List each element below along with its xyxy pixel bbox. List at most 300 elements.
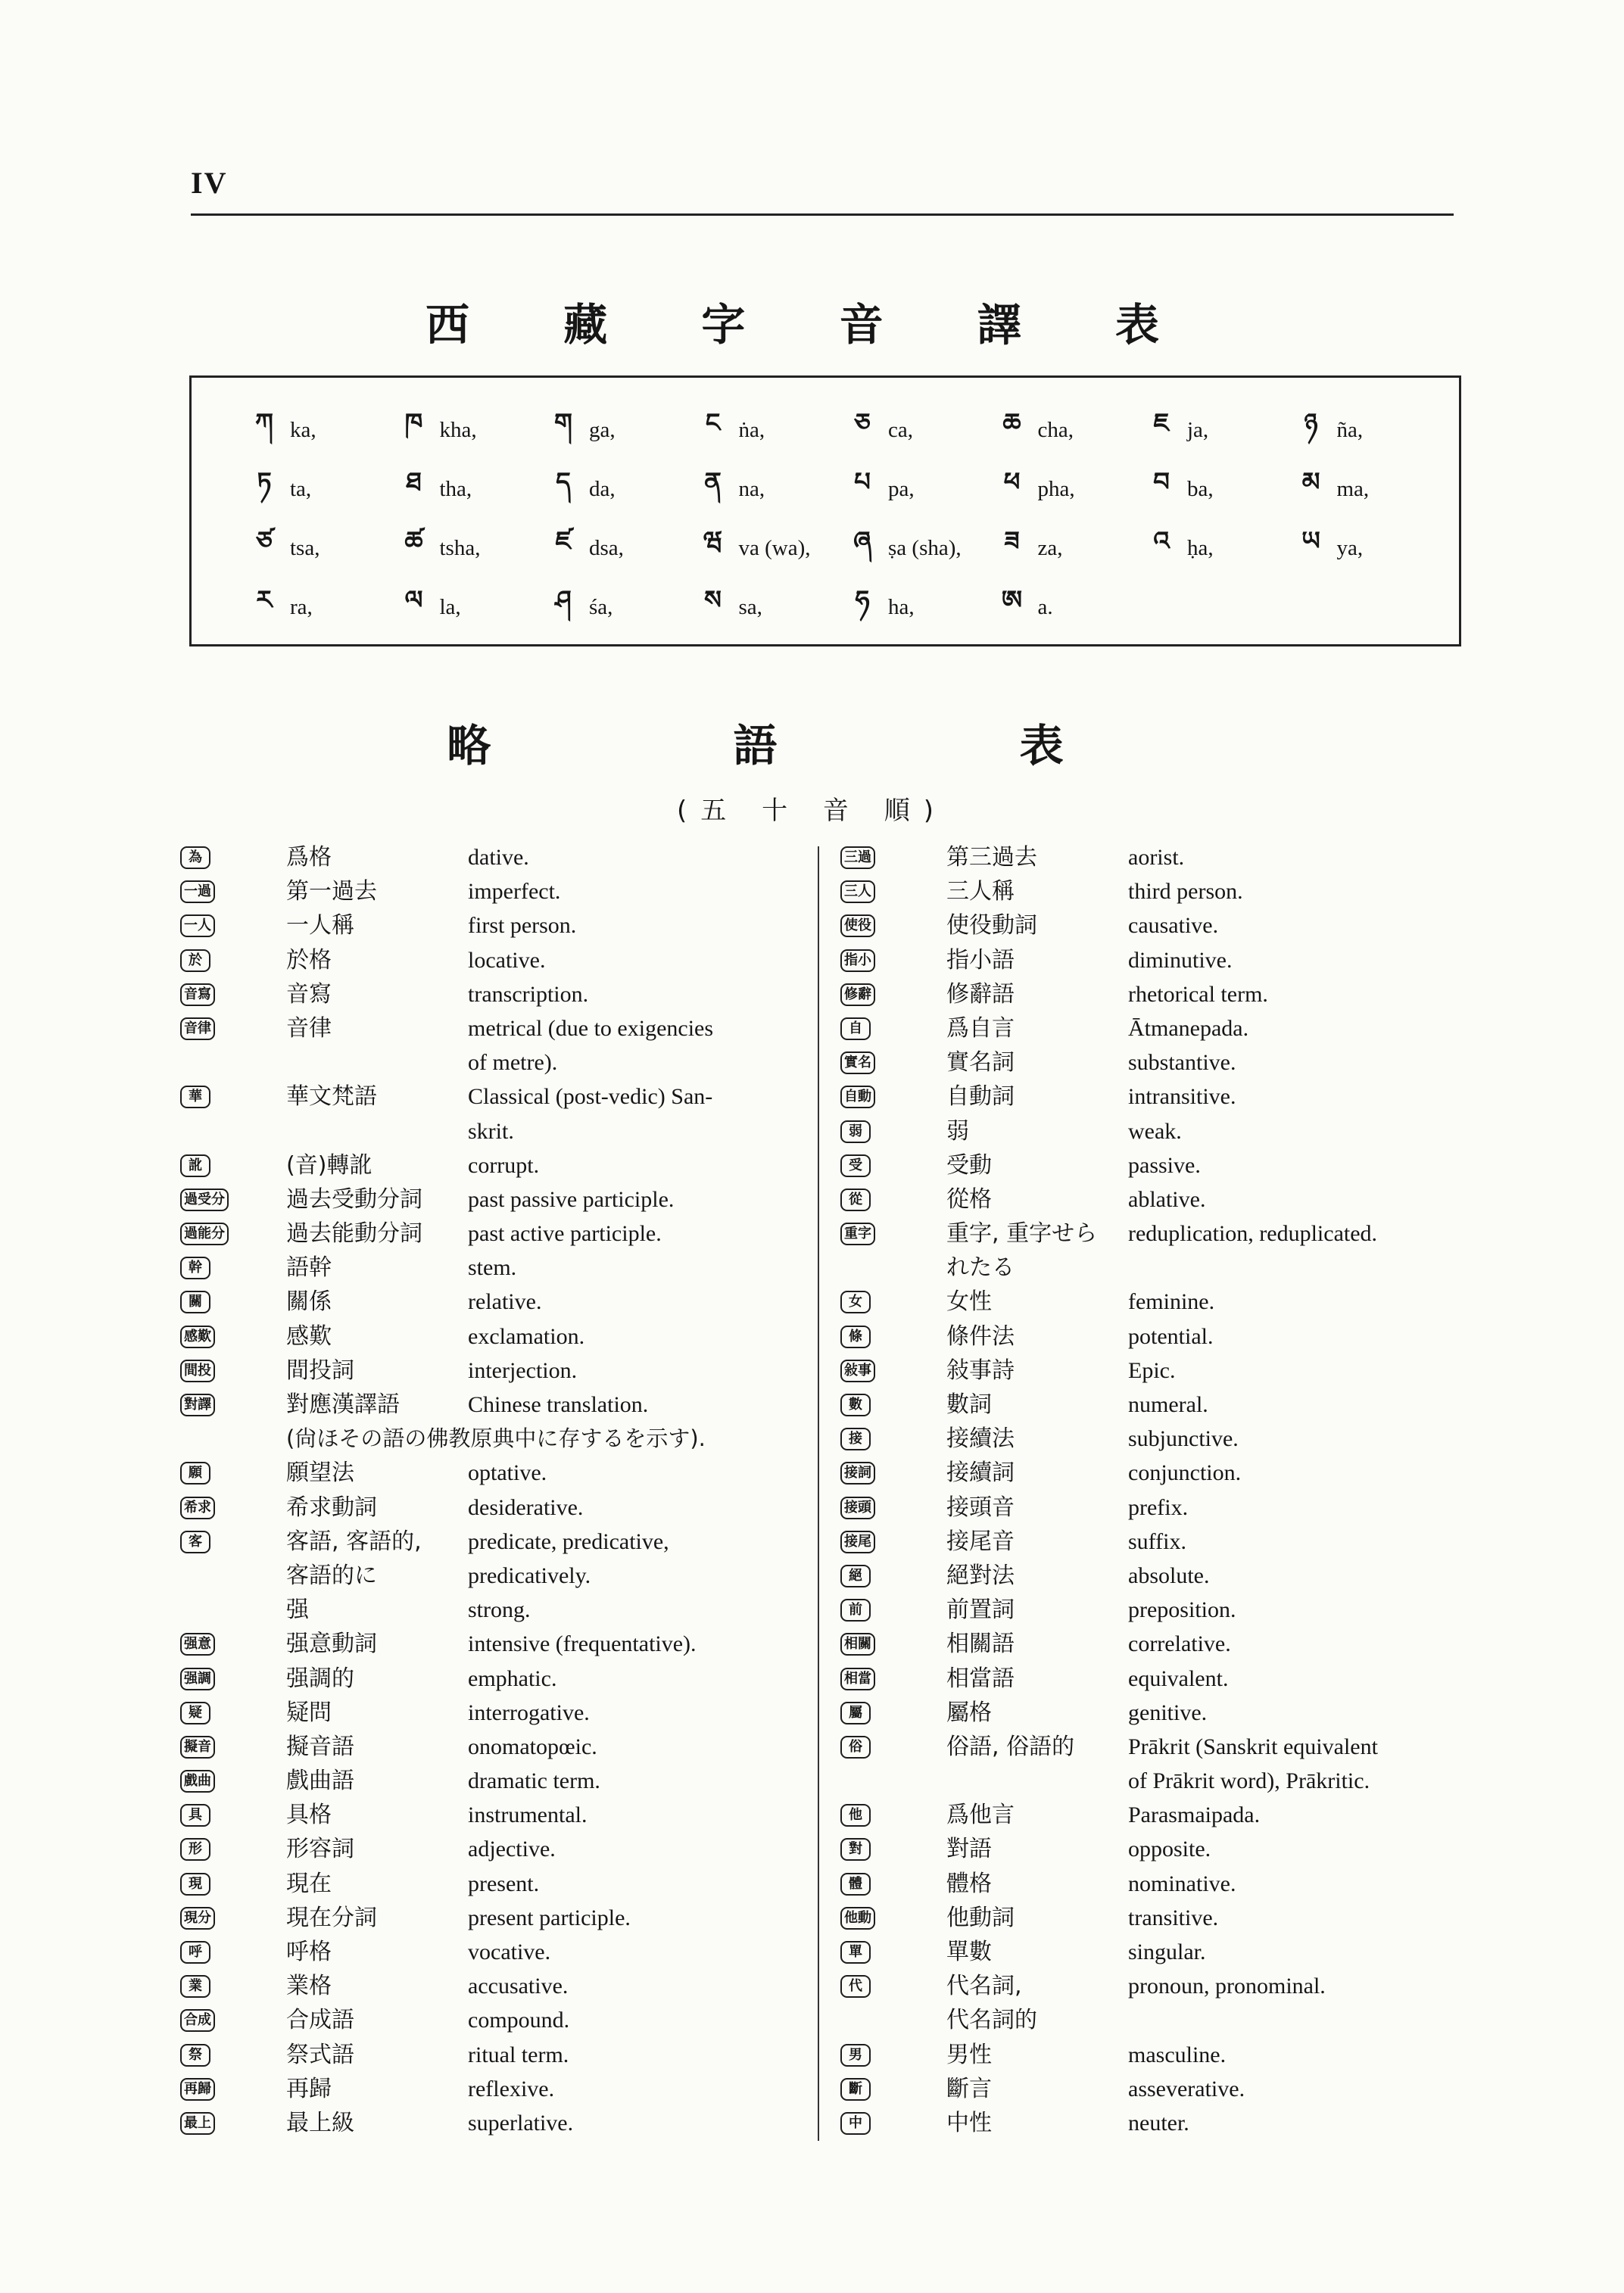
- abbreviation-mark: 形: [180, 1838, 210, 1861]
- english-meaning-line: present.: [468, 1871, 540, 1896]
- abbreviation-row: [180, 908, 818, 942]
- tibetan-letter-cell: [1142, 460, 1292, 519]
- japanese-term: [946, 1559, 1015, 1593]
- english-meaning: [468, 1593, 531, 1627]
- english-meaning-line: transitive.: [1128, 1905, 1219, 1930]
- english-meaning-line: ritual term.: [468, 2042, 569, 2067]
- abbreviation-mark: 自動: [840, 1086, 875, 1108]
- latin-transliteration: ta,: [290, 476, 312, 501]
- tibetan-letter-cell: [544, 460, 694, 519]
- japanese-term-line: 重字, 重字せら: [946, 1220, 1098, 1248]
- latin-transliteration: ka,: [290, 417, 316, 442]
- abbreviation-row: [180, 1251, 818, 1285]
- japanese-term-line: 强調的: [286, 1665, 354, 1692]
- abbreviation-mark: 關: [180, 1291, 210, 1313]
- abbreviation-row: [180, 1798, 818, 1832]
- tibetan-glyph: ད: [556, 467, 571, 497]
- japanese-term: [286, 1388, 400, 1422]
- tibetan-letter-cell: [394, 400, 544, 460]
- abbreviation-row: [840, 840, 1469, 874]
- tibetan-glyph: ང: [705, 408, 721, 438]
- abbreviation-row: [840, 1011, 1469, 1045]
- tibetan-transliteration-grid: [245, 400, 1441, 637]
- abbreviation-row: [180, 1182, 818, 1217]
- abbreviation-row: [840, 1901, 1469, 1935]
- japanese-term-line: 關係: [286, 1288, 332, 1316]
- abbreviation-mark: 敍事: [840, 1360, 875, 1382]
- english-meaning-line: passive.: [1128, 1152, 1201, 1178]
- japanese-term-line: 現在: [286, 1870, 332, 1897]
- english-meaning: [1128, 1354, 1175, 1388]
- japanese-term-line: 實名詞: [946, 1049, 1015, 1076]
- english-meaning-line: superlative.: [468, 2110, 574, 2136]
- english-meaning: [1128, 1969, 1326, 2003]
- english-meaning: [1128, 1593, 1236, 1627]
- abbreviation-mark: 音寫: [180, 983, 215, 1006]
- english-meaning: [468, 1832, 556, 1866]
- abbreviation-mark: 强調: [180, 1668, 215, 1690]
- tibetan-letter-cell: [843, 460, 993, 519]
- japanese-term: [946, 943, 1015, 977]
- english-meaning-line: potential.: [1128, 1323, 1214, 1349]
- latin-transliteration: kha,: [439, 417, 477, 442]
- abbreviation-row: [840, 1798, 1469, 1832]
- japanese-term-line: 女性: [946, 1288, 992, 1316]
- japanese-term: [946, 1798, 1015, 1832]
- abbreviation-mark: 一人: [180, 914, 215, 937]
- abbreviation-mark: 中: [840, 2112, 871, 2135]
- abbreviation-row: [840, 1354, 1469, 1388]
- japanese-term-line: 擬音語: [286, 1733, 354, 1760]
- japanese-term: [946, 1696, 992, 1730]
- japanese-term: [286, 874, 377, 908]
- latin-transliteration: ha,: [888, 594, 915, 619]
- latin-transliteration: tha,: [439, 476, 472, 501]
- english-meaning: [1128, 1011, 1248, 1045]
- english-meaning: [468, 1285, 541, 1319]
- tibetan-transliteration-box: [189, 375, 1461, 646]
- english-meaning-line: masculine.: [1128, 2042, 1227, 2067]
- abbreviation-row: [840, 1114, 1469, 1148]
- japanese-term-line: 祭式語: [286, 2041, 354, 2068]
- english-meaning-line: predicatively.: [468, 1562, 591, 1588]
- latin-transliteration: la,: [439, 594, 461, 619]
- english-meaning-line: preposition.: [1128, 1597, 1236, 1623]
- japanese-term: [946, 2038, 992, 2072]
- tibetan-letter-cell: [394, 578, 544, 637]
- english-meaning: [468, 1764, 600, 1798]
- japanese-term: [286, 1319, 332, 1354]
- japanese-term: [946, 1011, 1015, 1045]
- tibetan-glyph: ཙ: [256, 526, 273, 556]
- japanese-term: [286, 1696, 332, 1730]
- english-meaning-line: interjection.: [468, 1357, 578, 1383]
- english-meaning-line: Chinese translation.: [468, 1392, 649, 1418]
- english-meaning: [1128, 2038, 1226, 2072]
- english-meaning: [468, 1525, 669, 1593]
- english-meaning: [468, 1969, 568, 2003]
- japanese-term: [946, 1148, 992, 1182]
- abbreviation-mark: 實名: [840, 1051, 875, 1074]
- abbreviation-mark: 疑: [180, 1702, 210, 1724]
- english-meaning-line: past active participle.: [468, 1221, 662, 1247]
- abbreviation-mark: 對譯: [180, 1394, 215, 1416]
- abbreviation-row: [180, 1593, 818, 1627]
- note-text: (尙ほその語の佛教原典中に存するを示す).: [286, 1425, 706, 1452]
- abbreviation-mark: 斷: [840, 2078, 871, 2101]
- tibetan-letter-cell: [993, 400, 1142, 460]
- english-meaning: [468, 840, 529, 874]
- japanese-term: [286, 1901, 377, 1935]
- japanese-term-line: 具格: [286, 1802, 332, 1829]
- tibetan-glyph: ཐ: [406, 467, 422, 497]
- english-meaning-line: vocative.: [468, 1939, 551, 1965]
- english-meaning: [468, 1901, 631, 1935]
- tibetan-glyph: ལ: [404, 585, 423, 615]
- english-meaning: [1128, 840, 1184, 874]
- english-meaning: [1128, 1422, 1239, 1456]
- english-meaning: [1128, 1388, 1208, 1422]
- abbreviation-row: [840, 874, 1469, 908]
- abbreviation-row: [840, 1969, 1469, 2037]
- tibetan-glyph: ཅ: [854, 408, 871, 438]
- abbreviation-mark: 訛: [180, 1154, 210, 1177]
- tibetan-glyph: ཧ: [855, 585, 870, 615]
- japanese-term: [946, 1388, 992, 1422]
- japanese-term: [946, 2106, 992, 2140]
- english-meaning-line: corrupt.: [468, 1152, 540, 1178]
- tibetan-glyph: ན: [704, 467, 722, 497]
- latin-transliteration: ca,: [888, 417, 913, 442]
- tibetan-glyph: ཤ: [555, 585, 572, 615]
- english-meaning-line: of Prākrit word), Prākritic.: [1128, 1768, 1370, 1794]
- japanese-term-line: 於格: [286, 946, 332, 974]
- abbreviation-row: [840, 1388, 1469, 1422]
- english-meaning: [1128, 1525, 1186, 1559]
- english-meaning-line: genitive.: [1128, 1699, 1208, 1725]
- japanese-term: [946, 1182, 992, 1217]
- japanese-term-line: 感歎: [286, 1323, 332, 1350]
- english-meaning-line: dative.: [468, 845, 529, 870]
- abbreviation-mark: 合成: [180, 2009, 215, 2032]
- latin-transliteration: ja,: [1187, 417, 1209, 442]
- english-meaning-line: interrogative.: [468, 1699, 590, 1725]
- english-meaning: [468, 1696, 590, 1730]
- english-meaning: [468, 908, 576, 942]
- japanese-term: [946, 2072, 992, 2106]
- japanese-term-line: 戲曲語: [286, 1768, 354, 1795]
- abbreviation-row: [840, 977, 1469, 1011]
- japanese-term: [286, 1935, 332, 1969]
- abbreviation-mark: 感歎: [180, 1326, 215, 1348]
- japanese-term-line: 絕對法: [946, 1562, 1015, 1589]
- latin-transliteration: ḥa,: [1187, 535, 1214, 560]
- abbreviation-mark: 幹: [180, 1257, 210, 1279]
- japanese-term: [286, 1593, 309, 1627]
- abbreviation-row: [840, 2106, 1469, 2140]
- abbreviation-row: [180, 1901, 818, 1935]
- abbreviation-row: [180, 1662, 818, 1696]
- abbreviation-mark: 受: [840, 1154, 871, 1177]
- japanese-term: [286, 1148, 372, 1182]
- latin-transliteration: dsa,: [589, 535, 624, 560]
- english-meaning: [1128, 2072, 1245, 2106]
- tibetan-glyph: ཚ: [404, 526, 423, 556]
- abbreviation-row: [840, 1148, 1469, 1182]
- japanese-term: [286, 1456, 354, 1490]
- abbreviation-row: [180, 1867, 818, 1901]
- japanese-term-line: 一人稱: [286, 912, 354, 939]
- japanese-term: [286, 2003, 354, 2037]
- english-meaning-line: reduplication, reduplicated.: [1128, 1221, 1378, 1247]
- english-meaning-line: nominative.: [1128, 1871, 1236, 1896]
- japanese-term-line: 間投詞: [286, 1357, 354, 1384]
- japanese-term: [946, 1662, 1015, 1696]
- tibetan-glyph: ཇ: [1153, 408, 1170, 438]
- english-meaning: [1128, 977, 1268, 1011]
- japanese-term-line: 他動詞: [946, 1904, 1015, 1931]
- tibetan-glyph: ར: [256, 585, 273, 615]
- english-meaning: [468, 1148, 539, 1182]
- japanese-term: [286, 1080, 377, 1114]
- tibetan-glyph: ཨ: [1001, 585, 1023, 615]
- japanese-term: [946, 1593, 1015, 1627]
- tibetan-letter-cell: [394, 519, 544, 578]
- english-meaning-line: diminutive.: [1128, 947, 1233, 973]
- abbreviation-row: [180, 1491, 818, 1525]
- abbreviation-mark: 接頭: [840, 1497, 875, 1519]
- abbreviation-row: [180, 1354, 818, 1388]
- abbreviation-mark: 體: [840, 1873, 871, 1896]
- japanese-term: [286, 1182, 422, 1217]
- abbreviation-row: [180, 1388, 818, 1422]
- japanese-term-line: 强: [286, 1597, 309, 1624]
- abbreviation-row: [840, 1935, 1469, 1969]
- abbreviation-mark: 華: [180, 1086, 210, 1108]
- abbreviation-mark: 客: [180, 1531, 210, 1553]
- japanese-term-line: 數詞: [946, 1391, 992, 1419]
- tibetan-glyph: ཟ: [1004, 526, 1020, 556]
- japanese-term-line: 對應漢譯語: [286, 1391, 400, 1419]
- english-meaning: [468, 943, 545, 977]
- japanese-term-line: 接續詞: [946, 1460, 1015, 1487]
- japanese-term-line: 敍事詩: [946, 1357, 1015, 1384]
- abbreviation-mark: 間投: [180, 1360, 215, 1382]
- japanese-term: [946, 1319, 1015, 1354]
- japanese-term-line: 最上級: [286, 2109, 354, 2136]
- english-meaning-line: transcription.: [468, 981, 589, 1007]
- abbreviation-mark: 過受分: [180, 1189, 229, 1211]
- tibetan-letter-cell: [245, 400, 394, 460]
- abbreviation-row: [180, 2106, 818, 2140]
- abbreviation-row: [840, 1422, 1469, 1456]
- abbreviation-mark: 單: [840, 1941, 871, 1964]
- latin-transliteration: tsa,: [290, 535, 320, 560]
- english-meaning: [1128, 1217, 1377, 1251]
- english-meaning: [1128, 1182, 1205, 1217]
- latin-transliteration: ya,: [1336, 535, 1364, 560]
- japanese-term: [286, 908, 354, 942]
- tibetan-letter-cell: [694, 460, 843, 519]
- abbreviation-mark: 過能分: [180, 1223, 229, 1245]
- tibetan-letter-cell: [1292, 400, 1442, 460]
- japanese-term: [286, 1730, 354, 1764]
- english-meaning: [468, 1935, 550, 1969]
- english-meaning: [468, 1354, 577, 1388]
- japanese-term: [946, 908, 1037, 942]
- japanese-term: [946, 1491, 1015, 1525]
- abbreviation-mark: 對: [840, 1838, 871, 1861]
- tibetan-letter-cell: [993, 460, 1142, 519]
- japanese-term: [946, 977, 1015, 1011]
- tibetan-glyph: འ: [1153, 526, 1170, 556]
- english-meaning: [1128, 874, 1243, 908]
- japanese-term-line: 語幹: [286, 1254, 332, 1282]
- abbreviation-row: [180, 1730, 818, 1764]
- tibetan-letter-cell: [544, 578, 694, 637]
- abbreviation-row: [840, 1182, 1469, 1217]
- latin-transliteration: cha,: [1037, 417, 1074, 442]
- tibetan-letter-cell: [843, 400, 993, 460]
- abbreviation-mark: 弱: [840, 1120, 871, 1143]
- english-meaning: [468, 1627, 697, 1661]
- english-meaning: [1128, 908, 1218, 942]
- latin-transliteration: śa,: [589, 594, 613, 619]
- japanese-term: [286, 977, 332, 1011]
- tibetan-letter-cell: [245, 460, 394, 519]
- abbreviation-mark: 戲曲: [180, 1770, 215, 1793]
- latin-transliteration: pa,: [888, 476, 915, 501]
- abbreviation-mark: 相關: [840, 1633, 875, 1656]
- abbreviation-row: [840, 1593, 1469, 1627]
- english-meaning: [1128, 1662, 1228, 1696]
- japanese-term-line: 第一過去: [286, 878, 377, 905]
- english-meaning: [1128, 1045, 1236, 1080]
- latin-transliteration: ṅa,: [738, 417, 765, 442]
- abbreviation-mark: 女: [840, 1291, 871, 1313]
- japanese-term-line: 願望法: [286, 1460, 354, 1487]
- abbreviation-row: [840, 1525, 1469, 1559]
- english-meaning-line: aorist.: [1128, 845, 1185, 870]
- english-meaning-line: strong.: [468, 1597, 531, 1623]
- english-meaning: [468, 2003, 569, 2037]
- tibetan-table-title: 西 藏 字 音 譯 表: [425, 299, 1199, 350]
- latin-transliteration: ra,: [290, 594, 313, 619]
- tibetan-letter-cell: [245, 519, 394, 578]
- english-meaning: [468, 1080, 712, 1148]
- tibetan-glyph: ཀ: [255, 408, 273, 438]
- japanese-term-line: 合成語: [286, 2007, 354, 2034]
- abbreviation-row: [840, 1662, 1469, 1696]
- abbreviation-mark: 前: [840, 1599, 871, 1622]
- abbreviation-row: [840, 1285, 1469, 1319]
- english-meaning: [1128, 1559, 1209, 1593]
- abbreviation-row: [180, 1011, 818, 1080]
- abbreviation-mark: 音律: [180, 1017, 215, 1040]
- japanese-term: [946, 1080, 1015, 1114]
- abbreviation-mark: 具: [180, 1804, 210, 1827]
- japanese-term: [286, 1251, 332, 1285]
- english-meaning-line: conjunction.: [1128, 1460, 1242, 1486]
- japanese-term: [286, 2106, 354, 2140]
- tibetan-glyph: བ: [1153, 467, 1170, 497]
- abbreviation-table-subtitle: (五 十 音 順): [677, 796, 947, 826]
- abbreviation-mark: 條: [840, 1326, 871, 1348]
- tibetan-letter-cell: [694, 519, 843, 578]
- japanese-term-line: 客語, 客語的,: [286, 1528, 422, 1555]
- abbreviation-mark: 三過: [840, 846, 875, 869]
- english-meaning-line: Epic.: [1128, 1357, 1176, 1383]
- english-meaning: [1128, 1901, 1218, 1935]
- japanese-term: [946, 1935, 992, 1969]
- abbreviation-mark: 願: [180, 1462, 210, 1485]
- japanese-term-line: 相當語: [946, 1665, 1015, 1692]
- japanese-term-line: 修辭語: [946, 980, 1015, 1008]
- english-meaning-line: intensive (frequentative).: [468, 1631, 697, 1657]
- japanese-term: [946, 1045, 1015, 1080]
- english-meaning-line: suffix.: [1128, 1528, 1186, 1554]
- abbreviation-mark: 為: [180, 846, 210, 869]
- english-meaning: [468, 1798, 587, 1832]
- tibetan-glyph: ཞ: [853, 526, 871, 556]
- japanese-term: [286, 1354, 354, 1388]
- english-meaning-line: optative.: [468, 1460, 547, 1486]
- japanese-term-line: 形容詞: [286, 1836, 354, 1863]
- japanese-term: [946, 1422, 1015, 1456]
- abbreviation-column-left: [180, 840, 818, 2140]
- japanese-term-line: (音)轉訛: [286, 1151, 372, 1179]
- japanese-term: [946, 1354, 1015, 1388]
- english-meaning-line: instrumental.: [468, 1802, 588, 1828]
- japanese-term-line: 爲格: [286, 844, 332, 871]
- abbreviation-mark: 他: [840, 1804, 871, 1827]
- english-meaning: [1128, 1867, 1236, 1901]
- english-meaning: [468, 1388, 648, 1422]
- japanese-term-line: 自動詞: [946, 1083, 1015, 1111]
- abbreviation-row: [180, 1148, 818, 1182]
- japanese-term-line: 單數: [946, 1939, 992, 1966]
- japanese-term: [286, 1662, 354, 1696]
- tibetan-letter-cell: [544, 519, 694, 578]
- japanese-term-line: れたる: [946, 1254, 1015, 1282]
- abbreviation-row: [840, 1217, 1469, 1285]
- latin-transliteration: ba,: [1187, 476, 1214, 501]
- abbreviation-mark: 絕: [840, 1565, 871, 1587]
- english-meaning: [1128, 1627, 1231, 1661]
- tibetan-letter-cell: [993, 578, 1142, 637]
- abbreviation-table-title: 略 語 表: [447, 720, 1177, 771]
- abbreviation-mark: 强意: [180, 1633, 215, 1656]
- abbreviation-mark: 再歸: [180, 2078, 215, 2101]
- english-meaning-line: emphatic.: [468, 1665, 557, 1691]
- japanese-term-line: 第三過去: [946, 844, 1037, 871]
- japanese-term: [286, 1832, 354, 1866]
- english-meaning: [468, 1867, 539, 1901]
- english-meaning-line: compound.: [468, 2008, 570, 2033]
- japanese-term-line: 從格: [946, 1185, 992, 1213]
- english-meaning-line: prefix.: [1128, 1494, 1189, 1520]
- english-meaning: [1128, 1798, 1260, 1832]
- latin-transliteration: da,: [589, 476, 616, 501]
- english-meaning: [468, 1011, 713, 1080]
- tibetan-glyph: ཡ: [1301, 526, 1320, 556]
- tibetan-letter-cell: [993, 519, 1142, 578]
- abbreviation-row: [840, 1045, 1469, 1080]
- abbreviation-row: [180, 1764, 818, 1798]
- japanese-term-line: 代名詞,: [946, 1973, 1022, 2000]
- english-meaning-line: Parasmaipada.: [1128, 1802, 1261, 1828]
- japanese-term-line: 指小語: [946, 946, 1015, 974]
